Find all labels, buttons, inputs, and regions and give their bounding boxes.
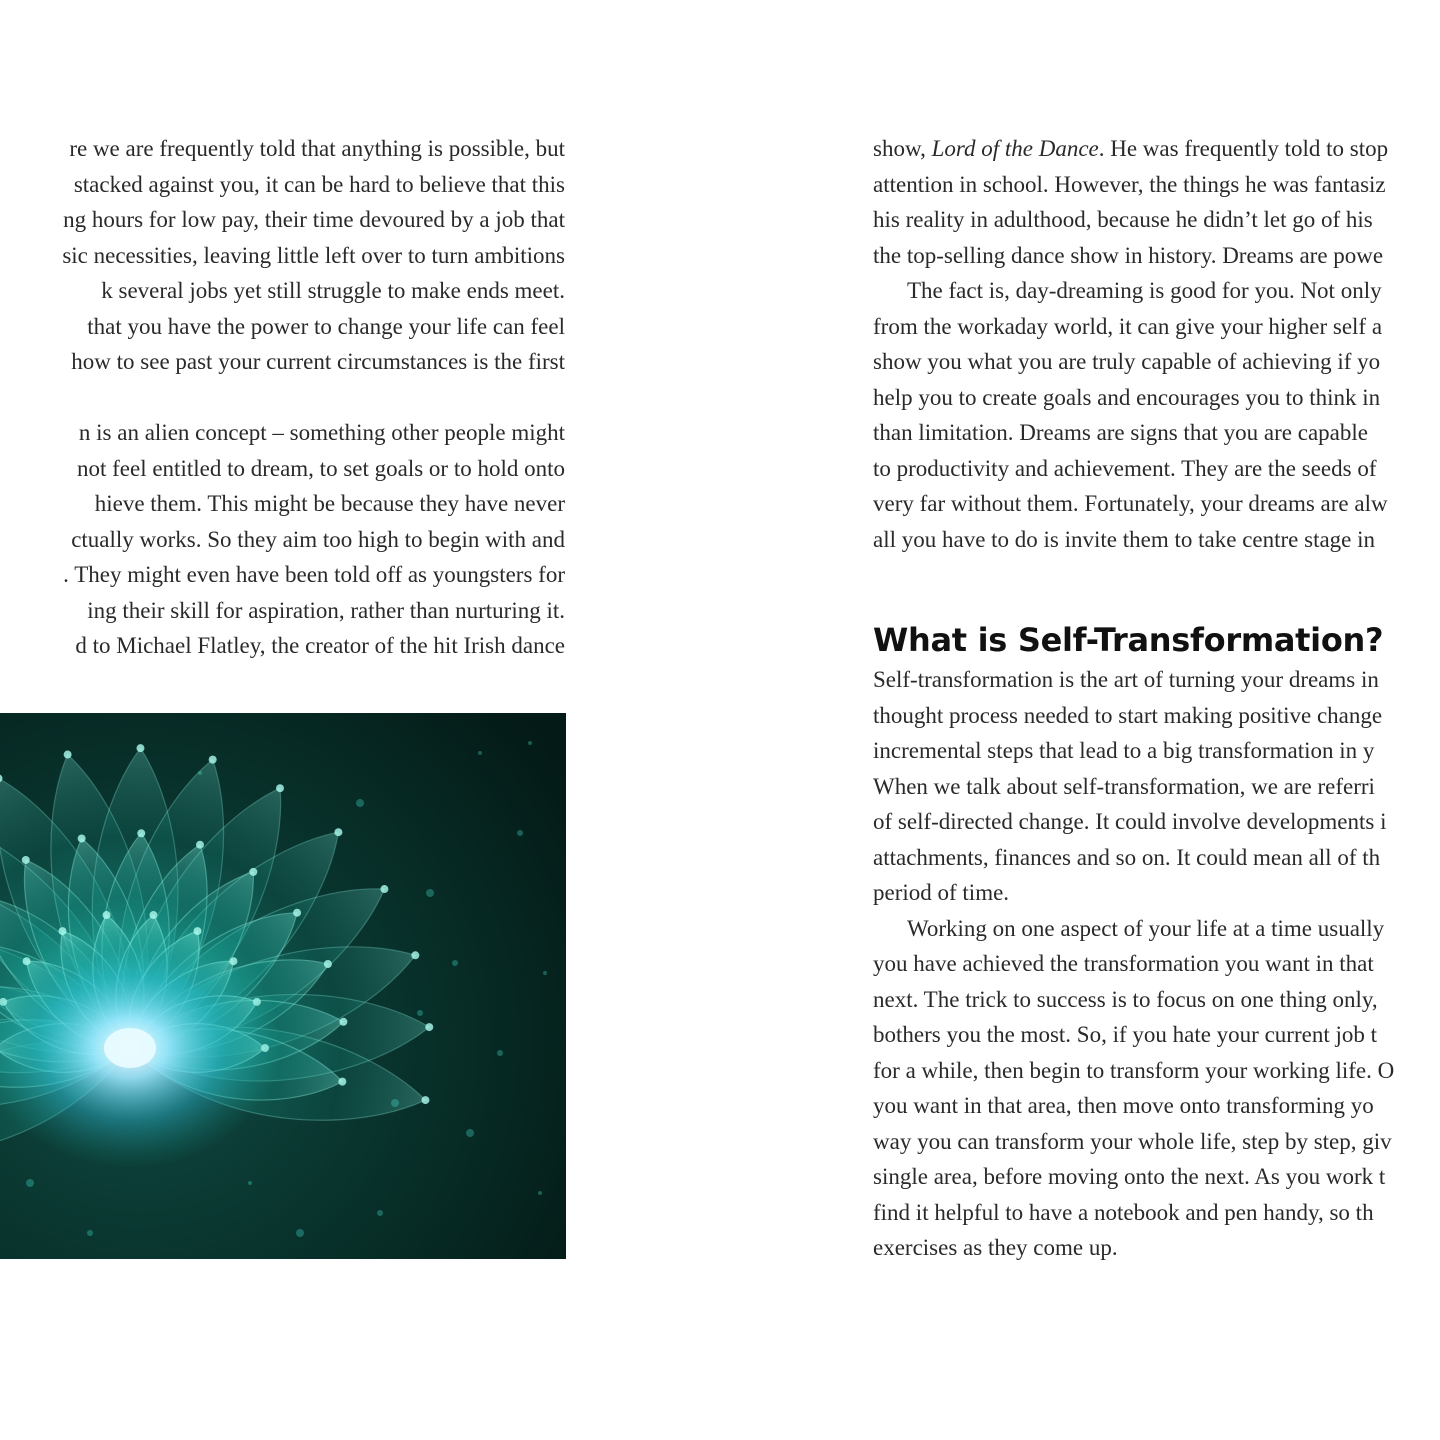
text-line: exercises as they come up.: [873, 1235, 1118, 1260]
text-line: of self-directed change. It could involve developments i: [873, 809, 1387, 834]
text-line: you have achieved the transformation you want in that: [873, 951, 1374, 976]
text-line: help you to create goals and encourages you to think in: [873, 384, 1381, 410]
text-line: for a while, then begin to transform your working life. O: [873, 1057, 1395, 1083]
right-page-section-text: [873, 662, 1440, 1266]
text-line: hieve them. This might be because they have never: [94, 491, 565, 516]
sparkle-dot: [417, 1010, 423, 1016]
text-line: [0, 380, 565, 416]
sparkle-dot: [538, 1191, 542, 1195]
sparkle-dot: [377, 1210, 383, 1216]
sparkle-dot: [466, 1129, 474, 1137]
petal-tip-glow: [339, 1018, 347, 1026]
petal-tip-glow: [22, 856, 30, 864]
text-line: thought process needed to start making positive change: [873, 702, 1383, 728]
petal-tip-glow: [425, 1023, 433, 1031]
text-line: very far without them. Fortunately, your dreams are alw: [873, 491, 1388, 516]
sparkle-dot: [87, 1230, 93, 1236]
text-line: find it helpful to have a notebook and pen handy, so th: [873, 1199, 1374, 1225]
petal-tip-glow: [338, 1078, 346, 1086]
text-line: next. The trick to success is to focus on one thing only,: [873, 986, 1378, 1012]
text-line: . They might even have been told off as youngsters for: [63, 562, 565, 587]
text-line: attention in school. However, the things he was fantasiz: [873, 171, 1386, 197]
sparkle-dot: [248, 1181, 252, 1185]
petal-tip-glow: [194, 927, 202, 935]
sparkle-dot: [426, 889, 434, 897]
petal-tip-glow: [136, 744, 144, 752]
petal-tip-glow: [103, 911, 111, 919]
sparkle-dot: [497, 1050, 503, 1056]
sparkle-dot: [543, 971, 547, 975]
text-line: Working on one aspect of your life at a time usually: [907, 915, 1385, 941]
text-line: stacked against you, it can be hard to believe that this: [73, 171, 565, 197]
text-line: re we are frequently told that anything is possible, but: [69, 136, 565, 161]
petal-tip-glow: [64, 751, 72, 759]
text-line: d to Michael Flatley, the creator of the hit Irish dance: [75, 633, 565, 658]
sparkle-dot: [528, 741, 532, 745]
text-line: to productivity and achievement. They are the seeds of: [873, 455, 1377, 481]
show-title: Lord of the Dance: [931, 136, 1099, 161]
petal-tip-glow: [59, 927, 67, 935]
section-heading: What is Self-Transformation?: [873, 621, 1384, 659]
text-line: not feel entitled to dream, to set goals or to hold onto: [76, 455, 565, 481]
petal-tip-glow: [293, 909, 301, 917]
text-line: show you what you are truly capable of achieving if yo: [873, 349, 1381, 374]
text-line: his reality in adulthood, because he didn’t let go of his: [873, 207, 1373, 232]
text-line: way you can transform your whole life, step by step, giv: [873, 1128, 1392, 1154]
left-page-text: [0, 131, 565, 664]
sparkle-dot: [517, 830, 523, 836]
text-line: bothers you the most. So, if you hate your current job t: [873, 1022, 1378, 1047]
text-line: When we talk about self-transformation, we are referri: [873, 773, 1375, 799]
text-line: incremental steps that lead to a big transformation in y: [873, 738, 1375, 763]
text-line: ng hours for low pay, their time devoured by a job that: [63, 207, 565, 232]
text-line: n is an alien concept – something other people might: [78, 420, 565, 445]
petal-tip-glow: [276, 784, 284, 792]
text-line: you want in that area, then move onto transforming yo: [873, 1093, 1374, 1118]
text-line: how to see past your current circumstances is the first: [71, 349, 565, 374]
text-line: period of time.: [873, 880, 1010, 905]
sparkle-dot: [478, 751, 482, 755]
sparkle-dot: [356, 799, 364, 807]
text-line: k several jobs yet still struggle to make ends meet.: [101, 278, 565, 303]
sparkle-dot: [296, 1229, 304, 1237]
text-line: ctually works. So they aim too high to begin with and: [71, 526, 565, 552]
lotus-flower-illustration: [0, 713, 566, 1259]
petal-tip-glow: [137, 829, 145, 837]
text-line: from the workaday world, it can give your higher self a: [873, 313, 1383, 339]
sparkle-dot: [452, 960, 458, 966]
text-line: that you have the power to change your life can feel: [87, 313, 565, 339]
petal-tip-glow: [334, 828, 342, 836]
text-line: single area, before moving onto the next. As you work t: [873, 1164, 1386, 1189]
petal-tip-glow: [78, 835, 86, 843]
petal-tip-glow: [324, 960, 332, 968]
text-line: The fact is, day-dreaming is good for you. Not only: [907, 278, 1382, 303]
text-line: Self-transformation is the art of turning your dreams in: [873, 667, 1379, 692]
petal-tip-glow: [249, 868, 257, 876]
text-line: ing their skill for aspiration, rather than nurturing it.: [87, 597, 565, 623]
text-line: show, Lord of the Dance. He was frequently told to stop: [873, 136, 1389, 161]
petal-tip-glow: [196, 841, 204, 849]
text-line: all you have to do is invite them to take centre stage in: [873, 526, 1376, 552]
text-line: the top-selling dance show in history. Dreams are powe: [873, 242, 1384, 268]
petal-tip-glow: [149, 911, 157, 919]
petal-tip-glow: [411, 951, 419, 959]
right-page-text: [873, 131, 1440, 557]
lotus-photo: [0, 713, 566, 1259]
text-line: than limitation. Dreams are signs that you are capable: [873, 420, 1368, 445]
petal-tip-glow: [421, 1096, 429, 1104]
text-line: sic necessities, leaving little left over to turn ambitions: [62, 242, 565, 268]
petal-tip-glow: [380, 885, 388, 893]
petal-tip-glow: [209, 756, 217, 764]
sparkle-dot: [26, 1179, 34, 1187]
text-line: attachments, finances and so on. It could mean all of th: [873, 844, 1381, 870]
